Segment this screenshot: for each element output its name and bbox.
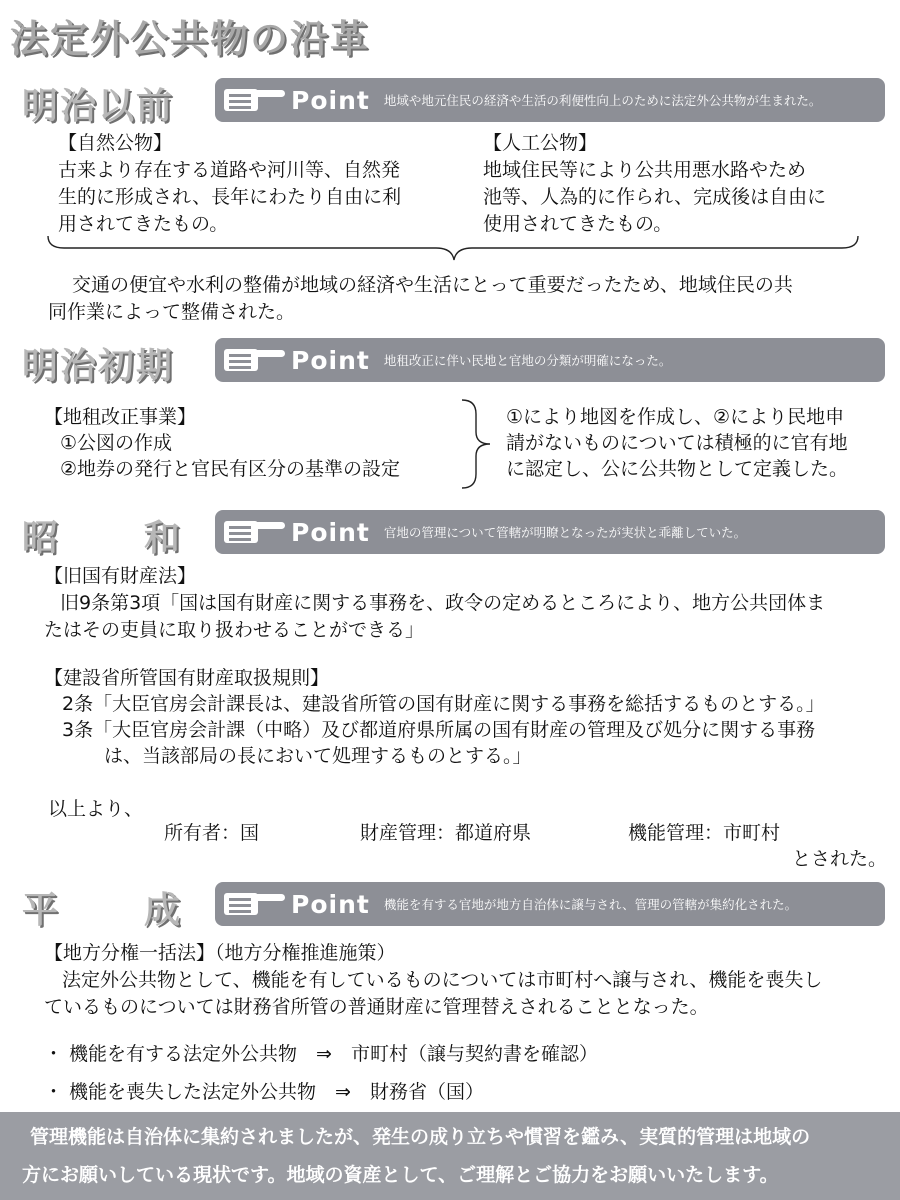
curly-brace <box>458 398 494 490</box>
footer-banner <box>0 1112 900 1200</box>
decentralization-heading: 【地方分権一括法】（地方分権推進施策） <box>44 942 396 964</box>
bullet-nonfunctional: ・ 機能を喪失した法定外公共物 ⇒ 財務省（国） <box>44 1081 484 1103</box>
pointing-hand-icon <box>223 345 287 375</box>
point-bar-heisei <box>215 882 885 926</box>
era-meiji-before: 明治以前 <box>22 86 175 127</box>
conclusion-end: とされた。 <box>792 848 888 870</box>
law1-line: たはその吏員に取り扱わせることができる」 <box>44 619 425 641</box>
point-label: Point <box>291 85 370 115</box>
era-heisei <box>22 882 182 933</box>
point-text: 地租改正に伴い民地と官地の分類が明確になった。 <box>383 353 672 368</box>
era-char: 平 <box>22 890 61 931</box>
pointing-hand-icon <box>223 517 287 547</box>
horizontal-brace <box>44 234 864 264</box>
conclusion-lead: 以上より、 <box>48 798 144 820</box>
artificial-line: 地域住民等により公共用悪水路やため <box>483 159 807 181</box>
law2-line: は、当該部局の長において処理するものとする。」 <box>104 745 532 767</box>
era-char: 昭 <box>22 518 61 559</box>
law2-line: 3条「大臣官房会計課（中略）及び都道府県所属の国有財産の管理及び処分に関する事務 <box>62 719 816 741</box>
land-tax-heading: 【地租改正事業】 <box>44 406 197 428</box>
law1-line: 旧9条第3項「国は国有財産に関する事務を、政令の定めるところにより、地方公共団体ま <box>60 592 826 614</box>
footer-line: 管理機能は自治体に集約されましたが、発生の成り立ちや慣習を鑑み、実質的管理は地域の <box>30 1126 811 1148</box>
law1-heading: 【旧国有財産法】 <box>44 565 197 587</box>
law2-heading: 【建設省所管国有財産取扱規則】 <box>44 667 330 689</box>
point-text: 官地の管理について管轄が明瞭となったが実状と乖離していた。 <box>383 525 747 540</box>
bullet-functional: ・ 機能を有する法定外公共物 ⇒ 市町村（譲与契約書を確認） <box>44 1043 598 1065</box>
natural-heading: 【自然公物】 <box>58 132 173 154</box>
footer-line: 方にお願いしている現状です。地域の資産として、ご理解とご協力をお願いいたします。 <box>22 1164 779 1186</box>
page-title: 法定外公共物の沿革 <box>10 17 371 61</box>
point-bar-meiji-before <box>215 78 885 122</box>
point-text: 機能を有する官地が地方自治体に譲与され、管理の管轄が集約化された。 <box>383 897 798 912</box>
natural-line: 用されてきたもの。 <box>58 213 229 235</box>
property-management: 財産管理：都道府県 <box>360 822 532 844</box>
decentralization-line: ているものについては財務省所管の普通財産に管理替えされることとなった。 <box>44 996 709 1018</box>
land-tax-result: ①により地図を作成し、②により民地申 <box>506 406 845 428</box>
era-char: 成 <box>143 890 182 931</box>
summary-line: 同作業によって整備された。 <box>48 301 296 323</box>
point-bar-meiji-early <box>215 338 885 382</box>
era-meiji-early: 明治初期 <box>22 346 175 387</box>
function-management: 機能管理：市町村 <box>628 822 781 844</box>
owner: 所有者：国 <box>164 822 260 844</box>
natural-line: 生的に形成され、長年にわたり自由に利 <box>58 186 402 208</box>
land-tax-item: ②地券の発行と官民有区分の基準の設定 <box>60 458 401 480</box>
point-text: 地域や地元住民の経済や生活の利便性向上のために法定外公共物が生まれた。 <box>383 93 822 108</box>
decentralization-line: 法定外公共物として、機能を有しているものについては市町村へ譲与され、機能を喪失し <box>62 969 823 991</box>
artificial-line: 使用されてきたもの。 <box>483 213 673 235</box>
natural-line: 古来より存在する道路や河川等、自然発 <box>58 159 401 181</box>
point-label: Point <box>291 889 370 919</box>
land-tax-item: ①公図の作成 <box>60 432 173 454</box>
era-showa <box>22 510 182 561</box>
point-label: Point <box>291 345 370 375</box>
land-tax-result: 請がないものについては積極的に官有地 <box>506 432 848 454</box>
pointing-hand-icon <box>223 85 287 115</box>
pointing-hand-icon <box>223 889 287 919</box>
point-label: Point <box>291 517 370 547</box>
point-bar-showa <box>215 510 885 554</box>
law2-line: 2条「大臣官房会計課長は、建設省所管の国有財産に関する事務を総括するものとする。」 <box>62 693 825 715</box>
summary-line: 交通の便宜や水利の整備が地域の経済や生活にとって重要だったため、地域住民の共 <box>72 274 793 296</box>
land-tax-result: に認定し、公に公共物として定義した。 <box>506 458 849 480</box>
era-char: 和 <box>143 518 182 559</box>
artificial-line: 池等、人為的に作られ、完成後は自由に <box>483 186 827 208</box>
artificial-heading: 【人工公物】 <box>483 132 598 154</box>
